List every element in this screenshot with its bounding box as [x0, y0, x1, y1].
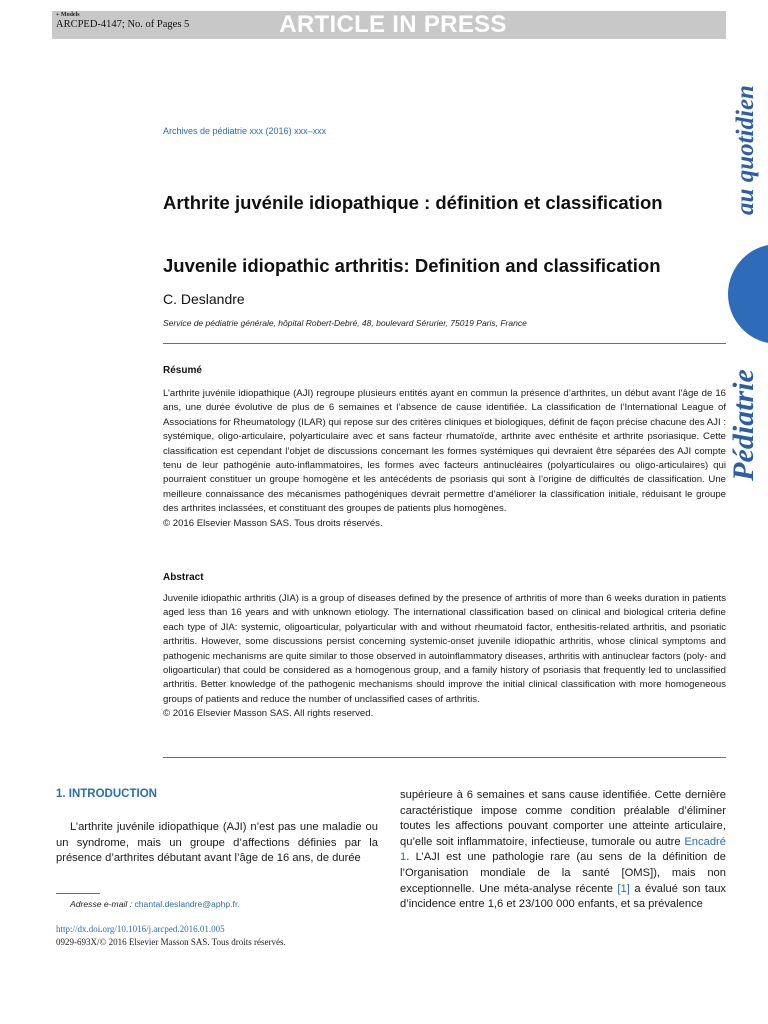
- abstract-copyright: © 2016 Elsevier Masson SAS. All rights reserved.: [163, 708, 374, 720]
- resume-copyright: © 2016 Elsevier Masson SAS. Tous droits réservés.: [163, 517, 383, 529]
- divider-bottom: [163, 757, 726, 758]
- intro-right-text-b: . L’AJI est une pathologie rare (au sens de la définition de l’Organisation mondiale de la santé [OMS]), mais non exceptionnelle. Une méta-analyse récente: [400, 851, 726, 895]
- doi-link[interactable]: http://dx.doi.org/10.1016/j.arcped.2016.01.005: [56, 924, 225, 934]
- abstract-heading: Abstract: [163, 572, 204, 583]
- manuscript-reference: ARCPED-4147; No. of Pages 5: [56, 19, 190, 30]
- divider-top: [163, 343, 726, 344]
- article-title-english: Juvenile idiopathic arthritis: Definition and classification: [163, 255, 661, 276]
- introduction-right-column: [400, 788, 726, 913]
- side-tab-bottom-label: Pédiatrie: [727, 369, 760, 481]
- footnote-rule: [56, 893, 100, 894]
- intro-right-text-c: a évalué son taux d’incidence entre 1,6 et 23/100 000 enfants, et sa prévalence: [400, 882, 727, 911]
- footnote-email: [70, 899, 240, 909]
- author-name: C. Deslandre: [163, 291, 245, 307]
- side-tab-pediatrie: [724, 352, 764, 498]
- article-in-press-banner: ARTICLE IN PRESS: [279, 11, 507, 38]
- resume-text: L’arthrite juvénile idiopathique (AJI) regroupe plusieurs entités ayant en commun la présence d’arthrites, un début avant l’âge de 16 ans, une durée évolutive de plus de 6 semaines et l’absence de cause identifiée. La classification de l’International League of Associations for Rheumatology (ILAR) qui repose sur des critères cliniques et biologiques, définit de façon précise chacune des AJI : systémique, oligo-articulaire, polyarticulaire avec et sans facteur rhumatoïde, arthrite avec enthésite et arthrite psoriasique. Cette classification est cependant l’objet de discussions concernant les formes systémiques qui devraient être séparées des AJI compte tenu de leur pathogénie auto-inflammatoires, les formes avec facteurs antinucléaires (polyarticulaires ou oligo-articulaires) qui pourraient constituer un groupe homogène et les antécédents de psoriasis qui sont à l’origine de difficultés de classification. Une meilleure connaissance des mécanismes pathogéniques devrait permettre d’améliorer la classification initiale, réduisant le groupe des arthrites inclassées, et constituant des groupes de patients plus homogènes.: [163, 388, 726, 515]
- reference-1-link[interactable]: [1]: [617, 882, 630, 895]
- issn-copyright: 0929-693X/© 2016 Elsevier Masson SAS. Tous droits réservés.: [56, 937, 286, 947]
- encadre-1-link[interactable]: Encadré 1: [400, 835, 726, 864]
- intro-right-text-a: supérieure à 6 semaines et sans cause identifiée. Cette dernière caractéristique impose comme condition préalable d’éliminer toutes les affections pouvant comporter une atteinte articulaire, qu’elle soit inflammatoire, infectieuse, tumorale ou autre: [400, 789, 726, 848]
- article-title-french: Arthrite juvénile idiopathique : définition et classification: [163, 192, 663, 213]
- abstract-text: Juvenile idiopathic arthritis (JIA) is a group of diseases defined by the presence of arthritis of more than 6 weeks duration in patients aged less than 16 years and with unknown etiology. The international classification based on clinical and biological criteria define each type of JIA: systemic, oligoarticular, polyarticular with and without rheumatoid factor, enthesitis-related arthritis, and psoriatic arthritis. However, some discussions persist concerning systemic-onset juvenile idiopathic arthritis, whose clinical symptoms and pathogenic mechanisms are quite similar to those observed in autoinflammatory diseases, arthritis with antinuclear factors (poly- and oligoarticular) that could be considered as a homogenous group, and a family history of psoriasis that frequently led to unclassified arthritis. Better knowledge of the pathogenic mechanisms should improve the initial clinical classification with more homogeneous groups of patients and reduce the number of unclassified cases of arthritis.: [163, 593, 726, 705]
- resume-heading: Résumé: [163, 365, 202, 376]
- email-link[interactable]: chantal.deslandre@aphp.fr.: [134, 899, 240, 909]
- email-label: Adresse e-mail :: [70, 899, 133, 909]
- header-models-label: + Models: [56, 12, 80, 18]
- resume-section: [163, 387, 726, 531]
- author-affiliation: Service de pédiatrie générale, hôpital Robert-Debré, 48, boulevard Sérurier, 75019 Paris, France: [163, 318, 527, 328]
- introduction-left-column: L’arthrite juvénile idiopathique (AJI) n’est pas une maladie ou un syndrome, mais un groupe d’affections définies par la présence d’arthrites débutant avant l’âge de 16 ans, de durée: [56, 821, 378, 865]
- side-tab-au-quotidien: [728, 64, 764, 236]
- journal-citation[interactable]: Archives de pédiatrie xxx (2016) xxx–xxx: [163, 126, 327, 136]
- introduction-heading: 1. INTRODUCTION: [56, 788, 157, 800]
- abstract-section: [163, 592, 726, 722]
- side-tab-top-label: au quotidien: [732, 85, 759, 215]
